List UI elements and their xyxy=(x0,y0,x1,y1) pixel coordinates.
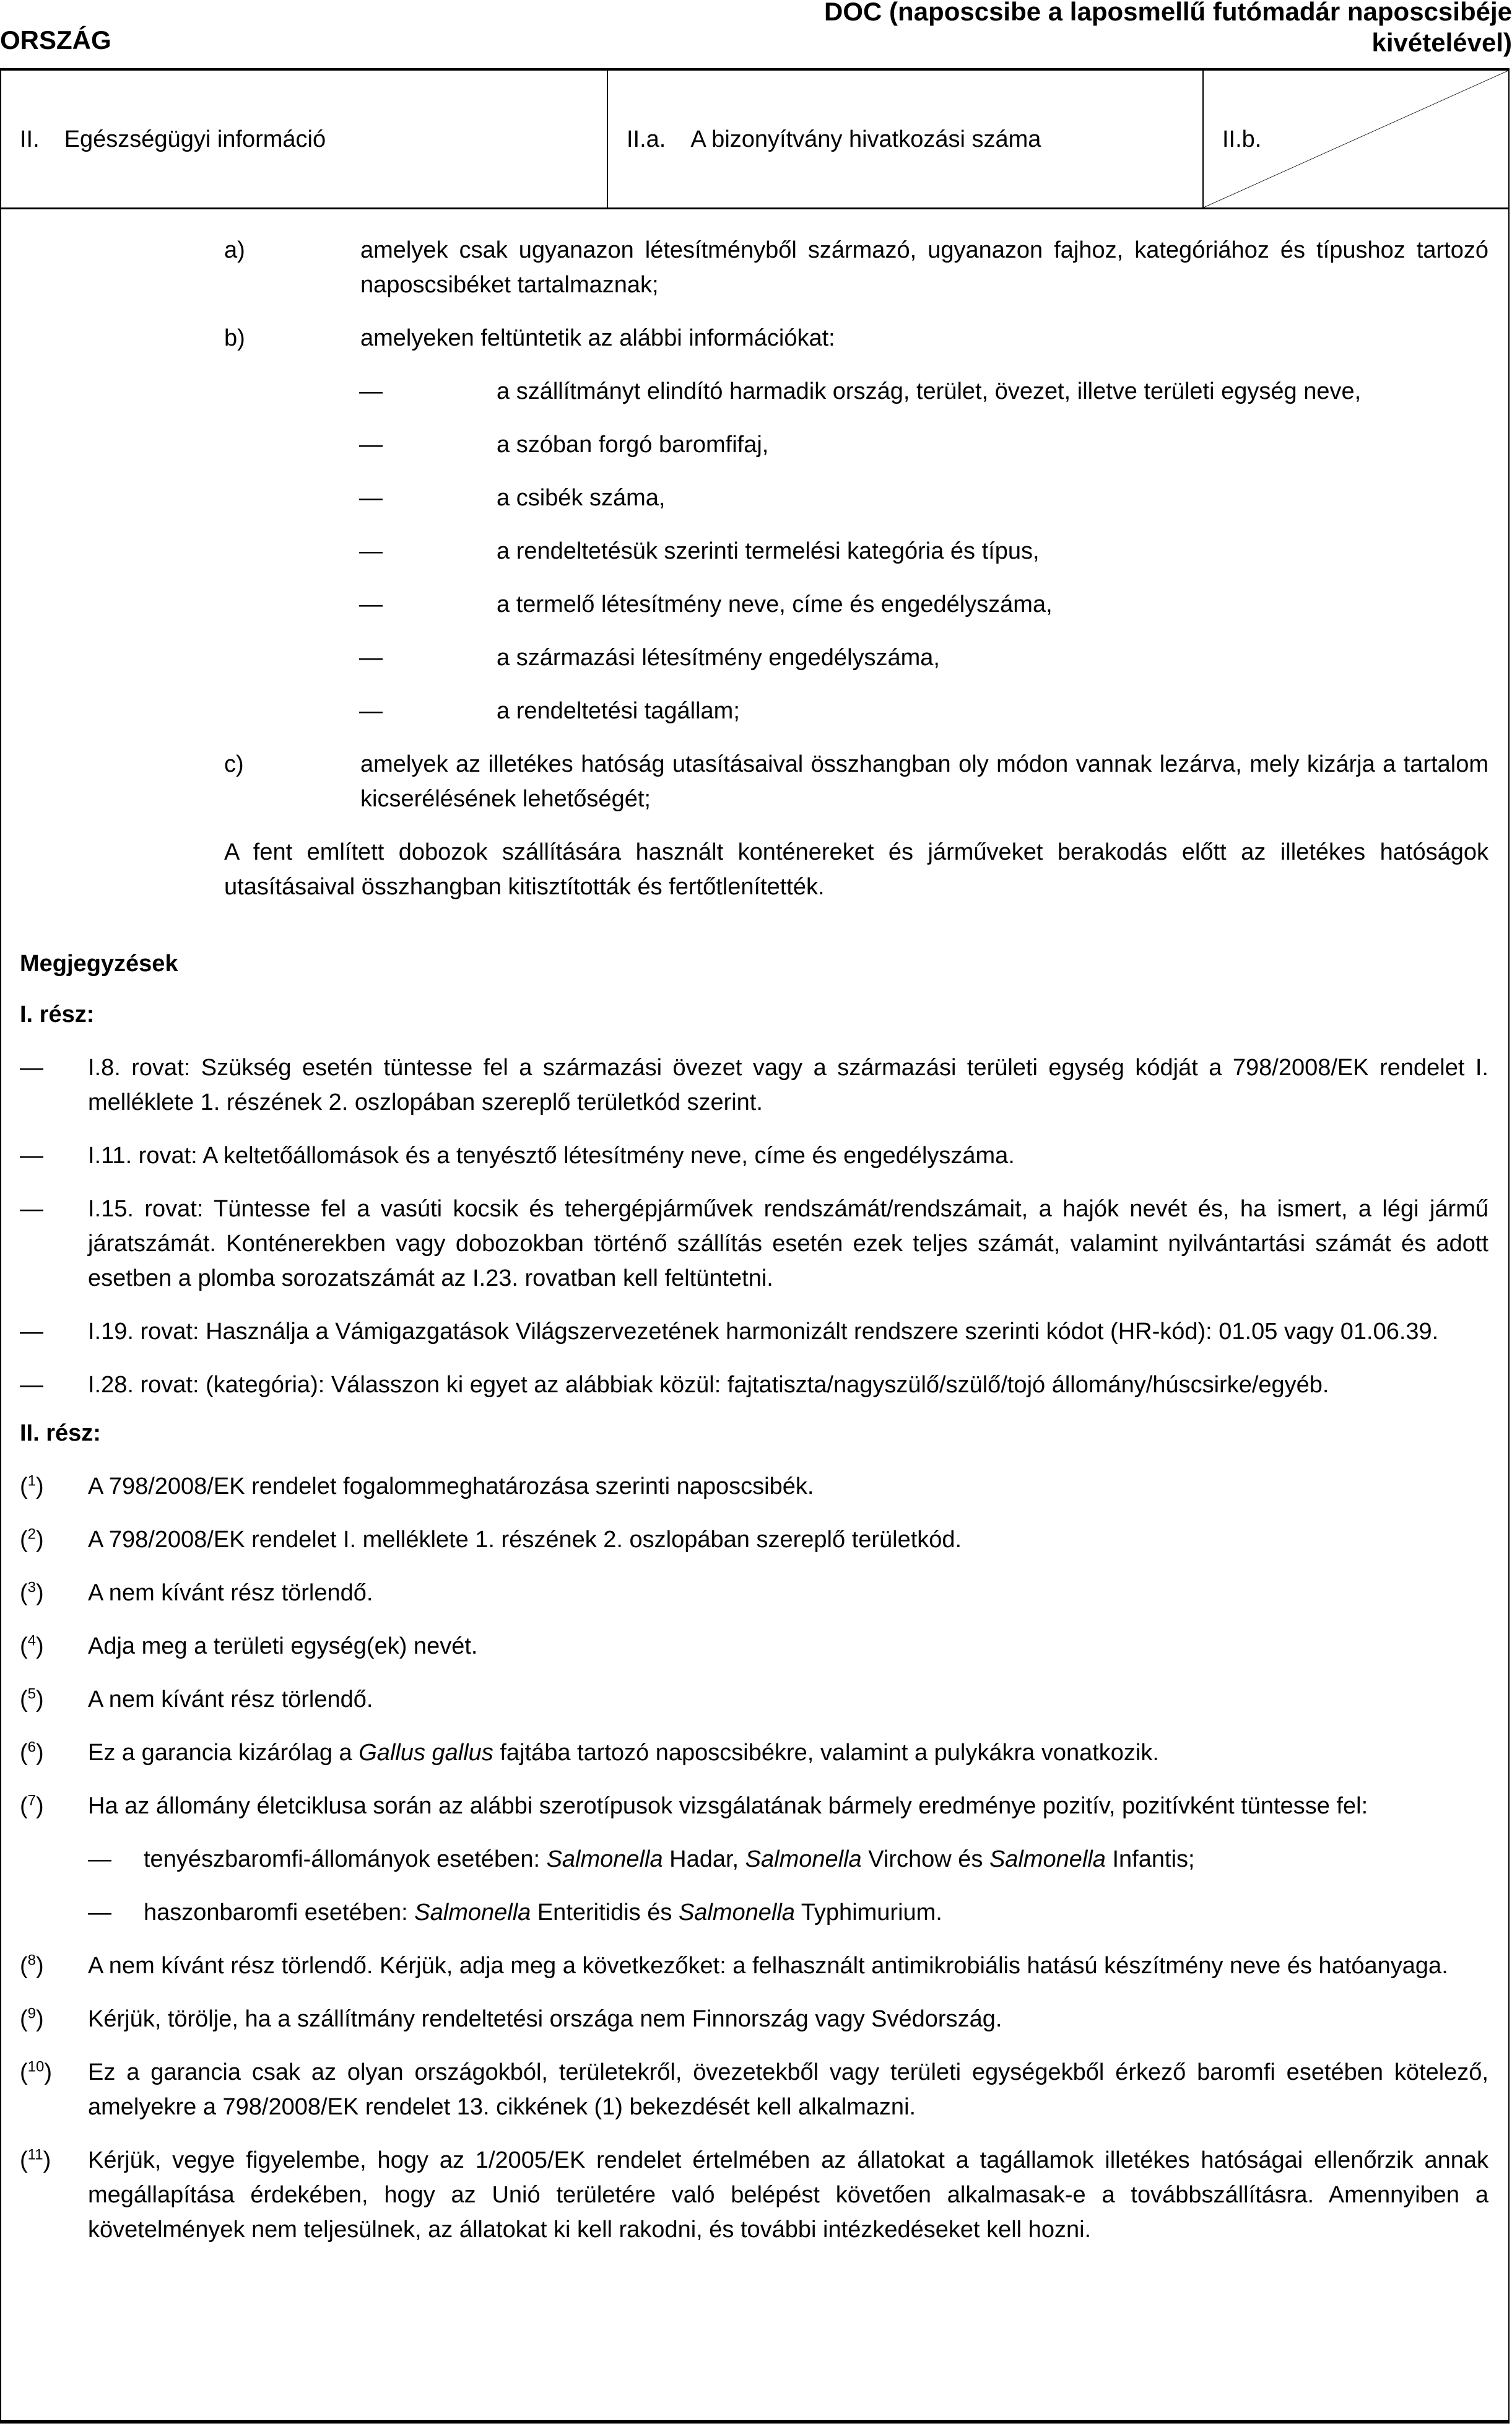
dash-marker: — xyxy=(20,1143,43,1169)
footnote-number: ($^2$) xyxy=(20,1525,44,1553)
list-item xyxy=(224,321,1488,356)
notes-section xyxy=(20,946,1488,2247)
footnote-7-subitem xyxy=(20,1842,1488,1877)
dash-marker: — xyxy=(20,1055,43,1081)
item-text: amelyek csak ugyanazon létesítményből származó, ugyanazon fajhoz, kategóriához és típushoz tartozó naposcsibéket tartalmaznak; xyxy=(360,237,1488,298)
footnote-text: Kérjük, törölje, ha a szállítmány rendeltetési országa nem Finnország vagy Svédország. xyxy=(88,2006,1002,2032)
subitem-text: tenyészbaromfi-állományok esetében: Salmonella Hadar, Salmonella Virchow és Salmonella Infantis; xyxy=(144,1846,1195,1872)
dash-marker: — xyxy=(359,538,383,564)
sub-item-text: a származási létesítmény engedélyszáma, xyxy=(497,645,940,671)
sub-item-text: a rendeltetésük szerinti termelési kategória és típus, xyxy=(497,538,1040,564)
sub-list-item xyxy=(224,427,1488,462)
section-number: II. xyxy=(20,126,40,152)
part1-title: I. rész: xyxy=(20,1001,95,1028)
footnote-5 xyxy=(20,1682,1488,1717)
notes-title: Megjegyzések xyxy=(20,951,178,977)
sub-list-item xyxy=(224,481,1488,515)
sub-list-item xyxy=(224,374,1488,409)
section-label: Egészségügyi információ xyxy=(64,126,326,152)
list-item xyxy=(224,747,1488,816)
sub-list-item xyxy=(224,587,1488,622)
sub-item-text: a szállítmányt elindító harmadik ország, terület, övezet, illetve területi egység neve, xyxy=(497,378,1362,404)
note-item xyxy=(20,1368,1488,1402)
dash-marker: — xyxy=(88,1846,111,1872)
note-item xyxy=(20,1192,1488,1296)
footnote-number: ($^4$) xyxy=(20,1632,44,1659)
sub-item-text: a rendeltetési tagállam; xyxy=(497,698,740,724)
section-cell-reference-number xyxy=(608,71,1204,207)
footnote-number: ($^{10}$) xyxy=(20,2058,53,2085)
section-number: II.b. xyxy=(1222,126,1262,152)
footnote-number: ($^9$) xyxy=(20,2005,44,2032)
footnote-2 xyxy=(20,1522,1488,1557)
section-label: A bizonyítvány hivatkozási száma xyxy=(690,126,1041,152)
footnote-text: Kérjük, vegye figyelembe, hogy az 1/2005/EK rendelet értelmében az állatokat a tagállamok illetékes hatóságai ellenőrzik annak megállapítása érdekében, hogy az Unió területére való belépést követően alkalmasak-e a továbbszállításra. Amennyiben a követelmények nem teljesülnek, az állatokat ki kell rakodni, és további intézkedéseket kell hozni. xyxy=(88,2147,1488,2243)
footnote-8 xyxy=(20,1948,1488,1983)
footnote-11 xyxy=(20,2143,1488,2247)
note-text: I.15. rovat: Tüntesse fel a vasúti kocsik és tehergépjárművek rendszámát/rendszámait, a hajók nevét és, ha ismert, a légi jármű járatszámát. Konténerekben vagy dobozokban történő szállítás esetén ezek teljes számát, valamint nyilvántartási számát és adott esetben a plomba sorozatszámát az I.23. rovatban kell feltüntetni. xyxy=(88,1196,1488,1291)
certificate-frame xyxy=(0,68,1510,2424)
subitem-text: haszonbaromfi esetében: Salmonella Enteritidis és Salmonella Typhimurium. xyxy=(144,1900,942,1926)
footnote-9 xyxy=(20,2002,1488,2036)
note-text: I.19. rovat: Használja a Vámigazgatások Világszervezetének harmonizált rendszere szerinti kódot (HR-kód): 01.05 vagy 01.06.39. xyxy=(88,1319,1439,1345)
footnote-7-subitem xyxy=(20,1895,1488,1930)
closing-paragraph: A fent említett dobozok szállítására használt konténereket és járműveket berakodás előtt az illetékes hatóságok utasításaival összhangban kitisztították és fertőtlenítették. xyxy=(224,839,1488,900)
dash-marker: — xyxy=(20,1319,43,1345)
footnote-3 xyxy=(20,1576,1488,1610)
dash-marker: — xyxy=(20,1372,43,1398)
footnote-text: A nem kívánt rész törlendő. xyxy=(88,1686,373,1713)
footnote-text: A 798/2008/EK rendelet I. melléklete 1. részének 2. oszlopában szereplő területkód. xyxy=(88,1527,962,1553)
country-label: ORSZÁG xyxy=(0,25,111,55)
sub-item-text: a szóban forgó baromfifaj, xyxy=(497,432,769,458)
item-marker: b) xyxy=(224,325,245,351)
footnote-number: ($^7$) xyxy=(20,1792,44,1819)
footnote-number: ($^8$) xyxy=(20,1952,44,1979)
note-item xyxy=(20,1314,1488,1349)
footnote-text: Adja meg a területi egység(ek) nevét. xyxy=(88,1633,478,1659)
list-item xyxy=(224,233,1488,302)
footnote-1 xyxy=(20,1469,1488,1504)
dash-marker: — xyxy=(88,1900,111,1926)
footnote-10 xyxy=(20,2055,1488,2124)
item-text: amelyek az illetékes hatóság utasításaival összhangban oly módon vannak lezárva, mely kizárja a tartalom kicserélésének lehetőségét; xyxy=(360,751,1488,812)
item-marker: a) xyxy=(224,237,245,263)
footnote-text: Ha az állomány életciklusa során az alábbi szerotípusok vizsgálatának bármely eredménye pozitív, pozitívként tüntesse fel: xyxy=(88,1793,1368,1819)
footnote-7 xyxy=(20,1789,1488,1823)
section-cell-health-info xyxy=(1,71,608,207)
part2-title: II. rész: xyxy=(20,1420,101,1446)
note-text: I.11. rovat: A keltetőállomások és a tenyésztő létesítmény neve, címe és engedélyszáma. xyxy=(88,1143,1015,1169)
footnote-number: ($^1$) xyxy=(20,1472,44,1499)
note-text: I.8. rovat: Szükség esetén tüntesse fel a származási övezet vagy a származási területi egység kódját a 798/2008/EK rendelet I. melléklete 1. részének 2. oszlopában szereplő területkód szerint. xyxy=(88,1055,1488,1115)
footnote-number: ($^5$) xyxy=(20,1685,44,1713)
section-header-row xyxy=(1,71,1508,209)
dash-marker: — xyxy=(359,378,383,404)
footnote-number: ($^{11}$) xyxy=(20,2146,51,2173)
footnote-text: A nem kívánt rész törlendő. Kérjük, adja meg a következőket: a felhasznált antimikrobiális hatású készítmény neve és hatóanyaga. xyxy=(88,1953,1448,1979)
footnote-text: Ez a garancia kizárólag a Gallus gallus fajtába tartozó naposcsibékre, valamint a pulykákra vonatkozik. xyxy=(88,1740,1159,1766)
note-item xyxy=(20,1050,1488,1120)
footnote-number: ($^3$) xyxy=(20,1579,44,1606)
dash-marker: — xyxy=(359,432,383,458)
sub-list-item xyxy=(224,694,1488,728)
footnote-text: A nem kívánt rész törlendő. xyxy=(88,1580,373,1606)
item-marker: c) xyxy=(224,751,244,777)
footnote-number: ($^6$) xyxy=(20,1739,44,1766)
dash-marker: — xyxy=(20,1196,43,1222)
section-cell-iib xyxy=(1204,71,1508,207)
conditions-block xyxy=(224,233,1488,904)
note-item xyxy=(20,1138,1488,1173)
footnote-4 xyxy=(20,1629,1488,1664)
sub-list-item xyxy=(224,534,1488,569)
dash-marker: — xyxy=(359,698,383,724)
footnote-text: A 798/2008/EK rendelet fogalommeghatározása szerinti naposcsibék. xyxy=(88,1473,814,1499)
note-text: I.28. rovat: (kategória): Válasszon ki egyet az alábbiak közül: fajtatiszta/nagyszülő/szülő/tojó állomány/húscsirke/egyéb. xyxy=(88,1372,1329,1398)
sub-item-text: a csibék száma, xyxy=(497,485,666,511)
sub-list-item xyxy=(224,640,1488,675)
document-title: DOC (naposcsibe a laposmellű futómadár naposcsibéje kivételével) xyxy=(824,0,1512,57)
footnote-text: Ez a garancia csak az olyan országokból, területekről, övezetekből vagy területi egységekből érkező baromfi esetében kötelező, amelyekre a 798/2008/EK rendelet 13. cikkének (1) bekezdését kell alkalmazni. xyxy=(88,2059,1488,2120)
dash-marker: — xyxy=(359,485,383,511)
dash-marker: — xyxy=(359,645,383,671)
footnote-6 xyxy=(20,1735,1488,1770)
sub-item-text: a termelő létesítmény neve, címe és engedélyszáma, xyxy=(497,591,1053,617)
dash-marker: — xyxy=(359,591,383,617)
section-number: II.a. xyxy=(627,126,666,152)
item-text: amelyeken feltüntetik az alábbi információkat: xyxy=(360,325,835,351)
